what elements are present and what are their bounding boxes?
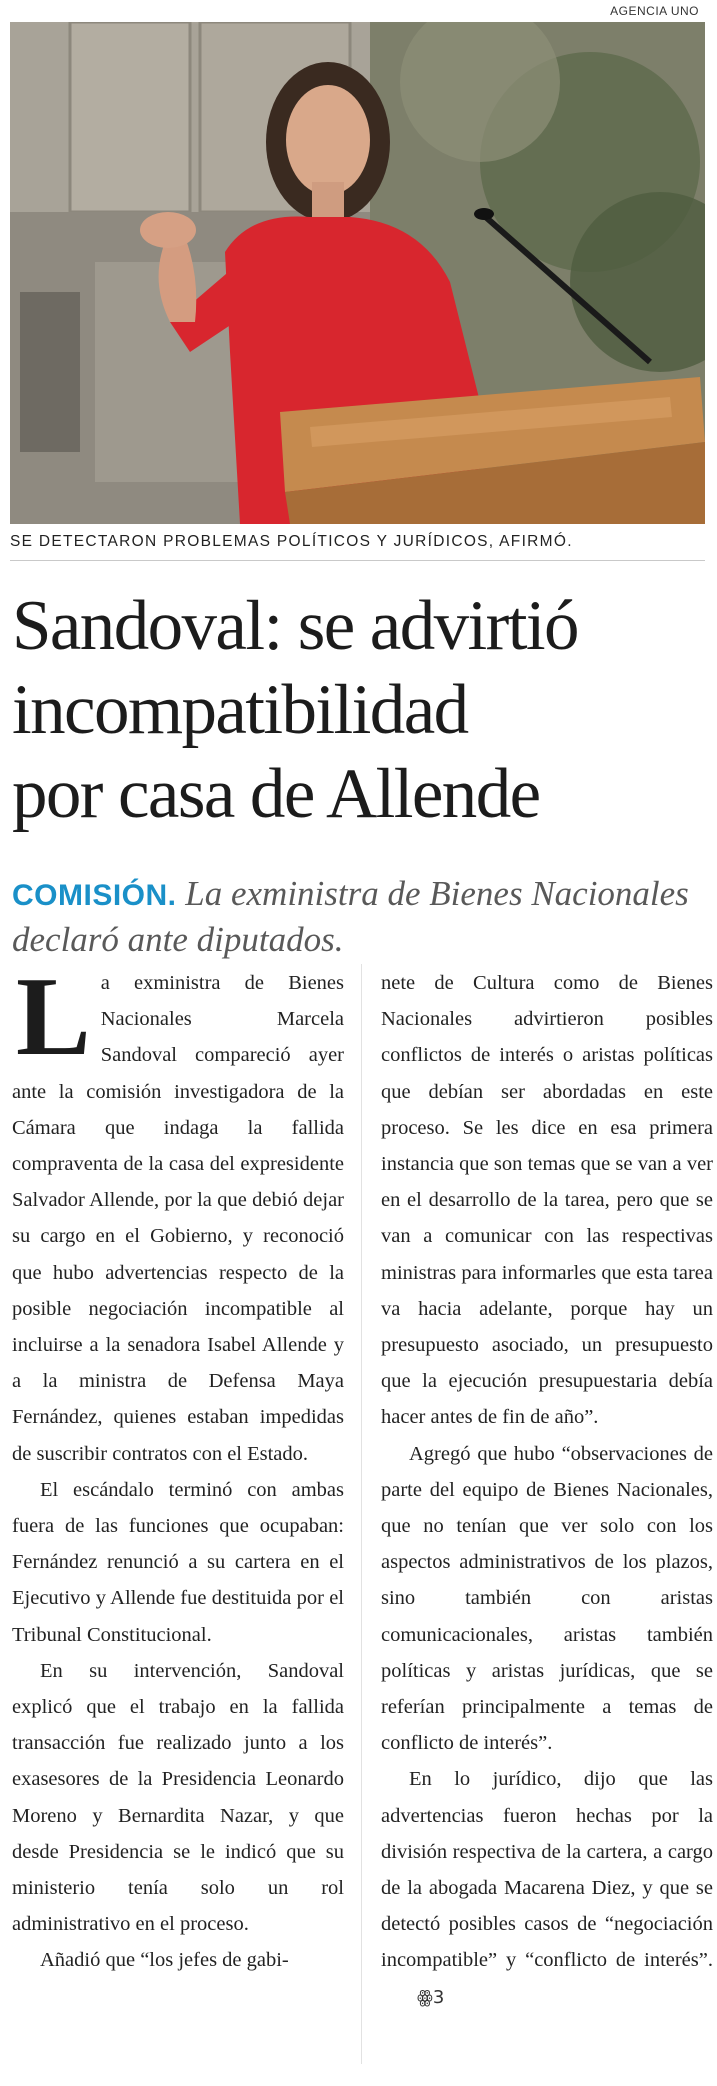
article-column-left	[12, 955, 344, 1979]
column-divider	[361, 964, 362, 2064]
photo-credit: AGENCIA UNO	[610, 4, 699, 18]
headline-line-2: incompatibilidad	[12, 671, 468, 749]
body-paragraph-3: En su intervención, Sandoval explicó que el trabajo en la fallida transacción fue realizado junto a los exasesores de la Presidencia Leonardo Moreno y Bernardita Nazar, y que desde Presidencia se le indicó que su ministerio tenía solo un rol administrativo en el proceso.	[12, 1659, 344, 1936]
body-paragraph-5: Agregó que hubo “observaciones de parte del equipo de Bienes Nacionales, que no tenían que ver solo con los aspectos administrativos de los plazos, sino también con aristas comunicacionales, aristas también políticas y aristas jurídicas, que se referían principalmente a temas de conflicto de interés”.	[381, 1442, 713, 1755]
deck-kicker: COMISIÓN.	[12, 879, 177, 912]
drop-cap: L	[16, 955, 91, 1079]
caption-divider	[10, 560, 705, 561]
deck-text: La exministra de Bienes Nacionales declaró ante diputados.	[12, 874, 689, 959]
body-paragraph-4-end: nete de Cultura como de Bienes Nacionales advirtieron posibles conflictos de interés o aristas políticas que debían ser abordadas en este proceso. Se les dice en esa primera instancia que son temas que se van a ver en el desarrollo de la tarea, pero que se van a comunicar con las respectivas ministras para informarles que esta tarea va hacia adelante, porque hay un presupuesto asociado, un presupuesto que la ejecución presupuestaria debía hacer antes de fin de año”.	[381, 972, 713, 1429]
headline	[12, 584, 712, 836]
body-paragraph-6	[381, 1761, 713, 2015]
photo-caption: SE DETECTARON PROBLEMAS POLÍTICOS Y JURÍDICOS, AFIRMÓ.	[10, 533, 573, 550]
body-paragraph-4-start: Añadió que “los jefes de gabi-	[40, 1949, 289, 1972]
headline-line-1: Sandoval: se advirtió	[12, 587, 578, 665]
body-paragraph-2: El escándalo terminó con ambas fuera de las funciones que ocupaban: Fernández renunció a su cartera en el Ejecutivo y Allende fue destituida por el Tribunal Constitucional.	[12, 1478, 344, 1646]
body-paragraph-1-text: a exministra de Bienes Nacionales Marcela Sandoval compareció ayer ante la comisión investigadora de la Cámara que indaga la fallida compraventa de la casa del expresidente Salvador Allende, por la que debió dejar su cargo en el Gobierno, y reconoció que hubo advertencias respecto de la posible negociación incompatible al incluirse a la senadora Isabel Allende y a la ministra de Defensa Maya Fernández, quienes estaban impedidas de suscribir contratos con el Estado.	[12, 972, 344, 1465]
article-column-right	[381, 965, 713, 2016]
photo-illustration	[10, 22, 705, 524]
article-photo	[10, 22, 705, 524]
deck	[12, 872, 712, 962]
body-paragraph-6-text: En lo jurídico, dijo que las advertencias fueron hechas por la división respectiva de la cartera, a cargo de la abogada Macarena Diez, y que se detectó posibles casos de “negociación incompatible” y “conflicto de interés”.	[381, 1768, 713, 1972]
body-paragraph-1	[12, 955, 344, 1472]
headline-line-3: por casa de Allende	[12, 755, 540, 833]
end-mark-icon: ꙮ3	[417, 1986, 445, 2008]
